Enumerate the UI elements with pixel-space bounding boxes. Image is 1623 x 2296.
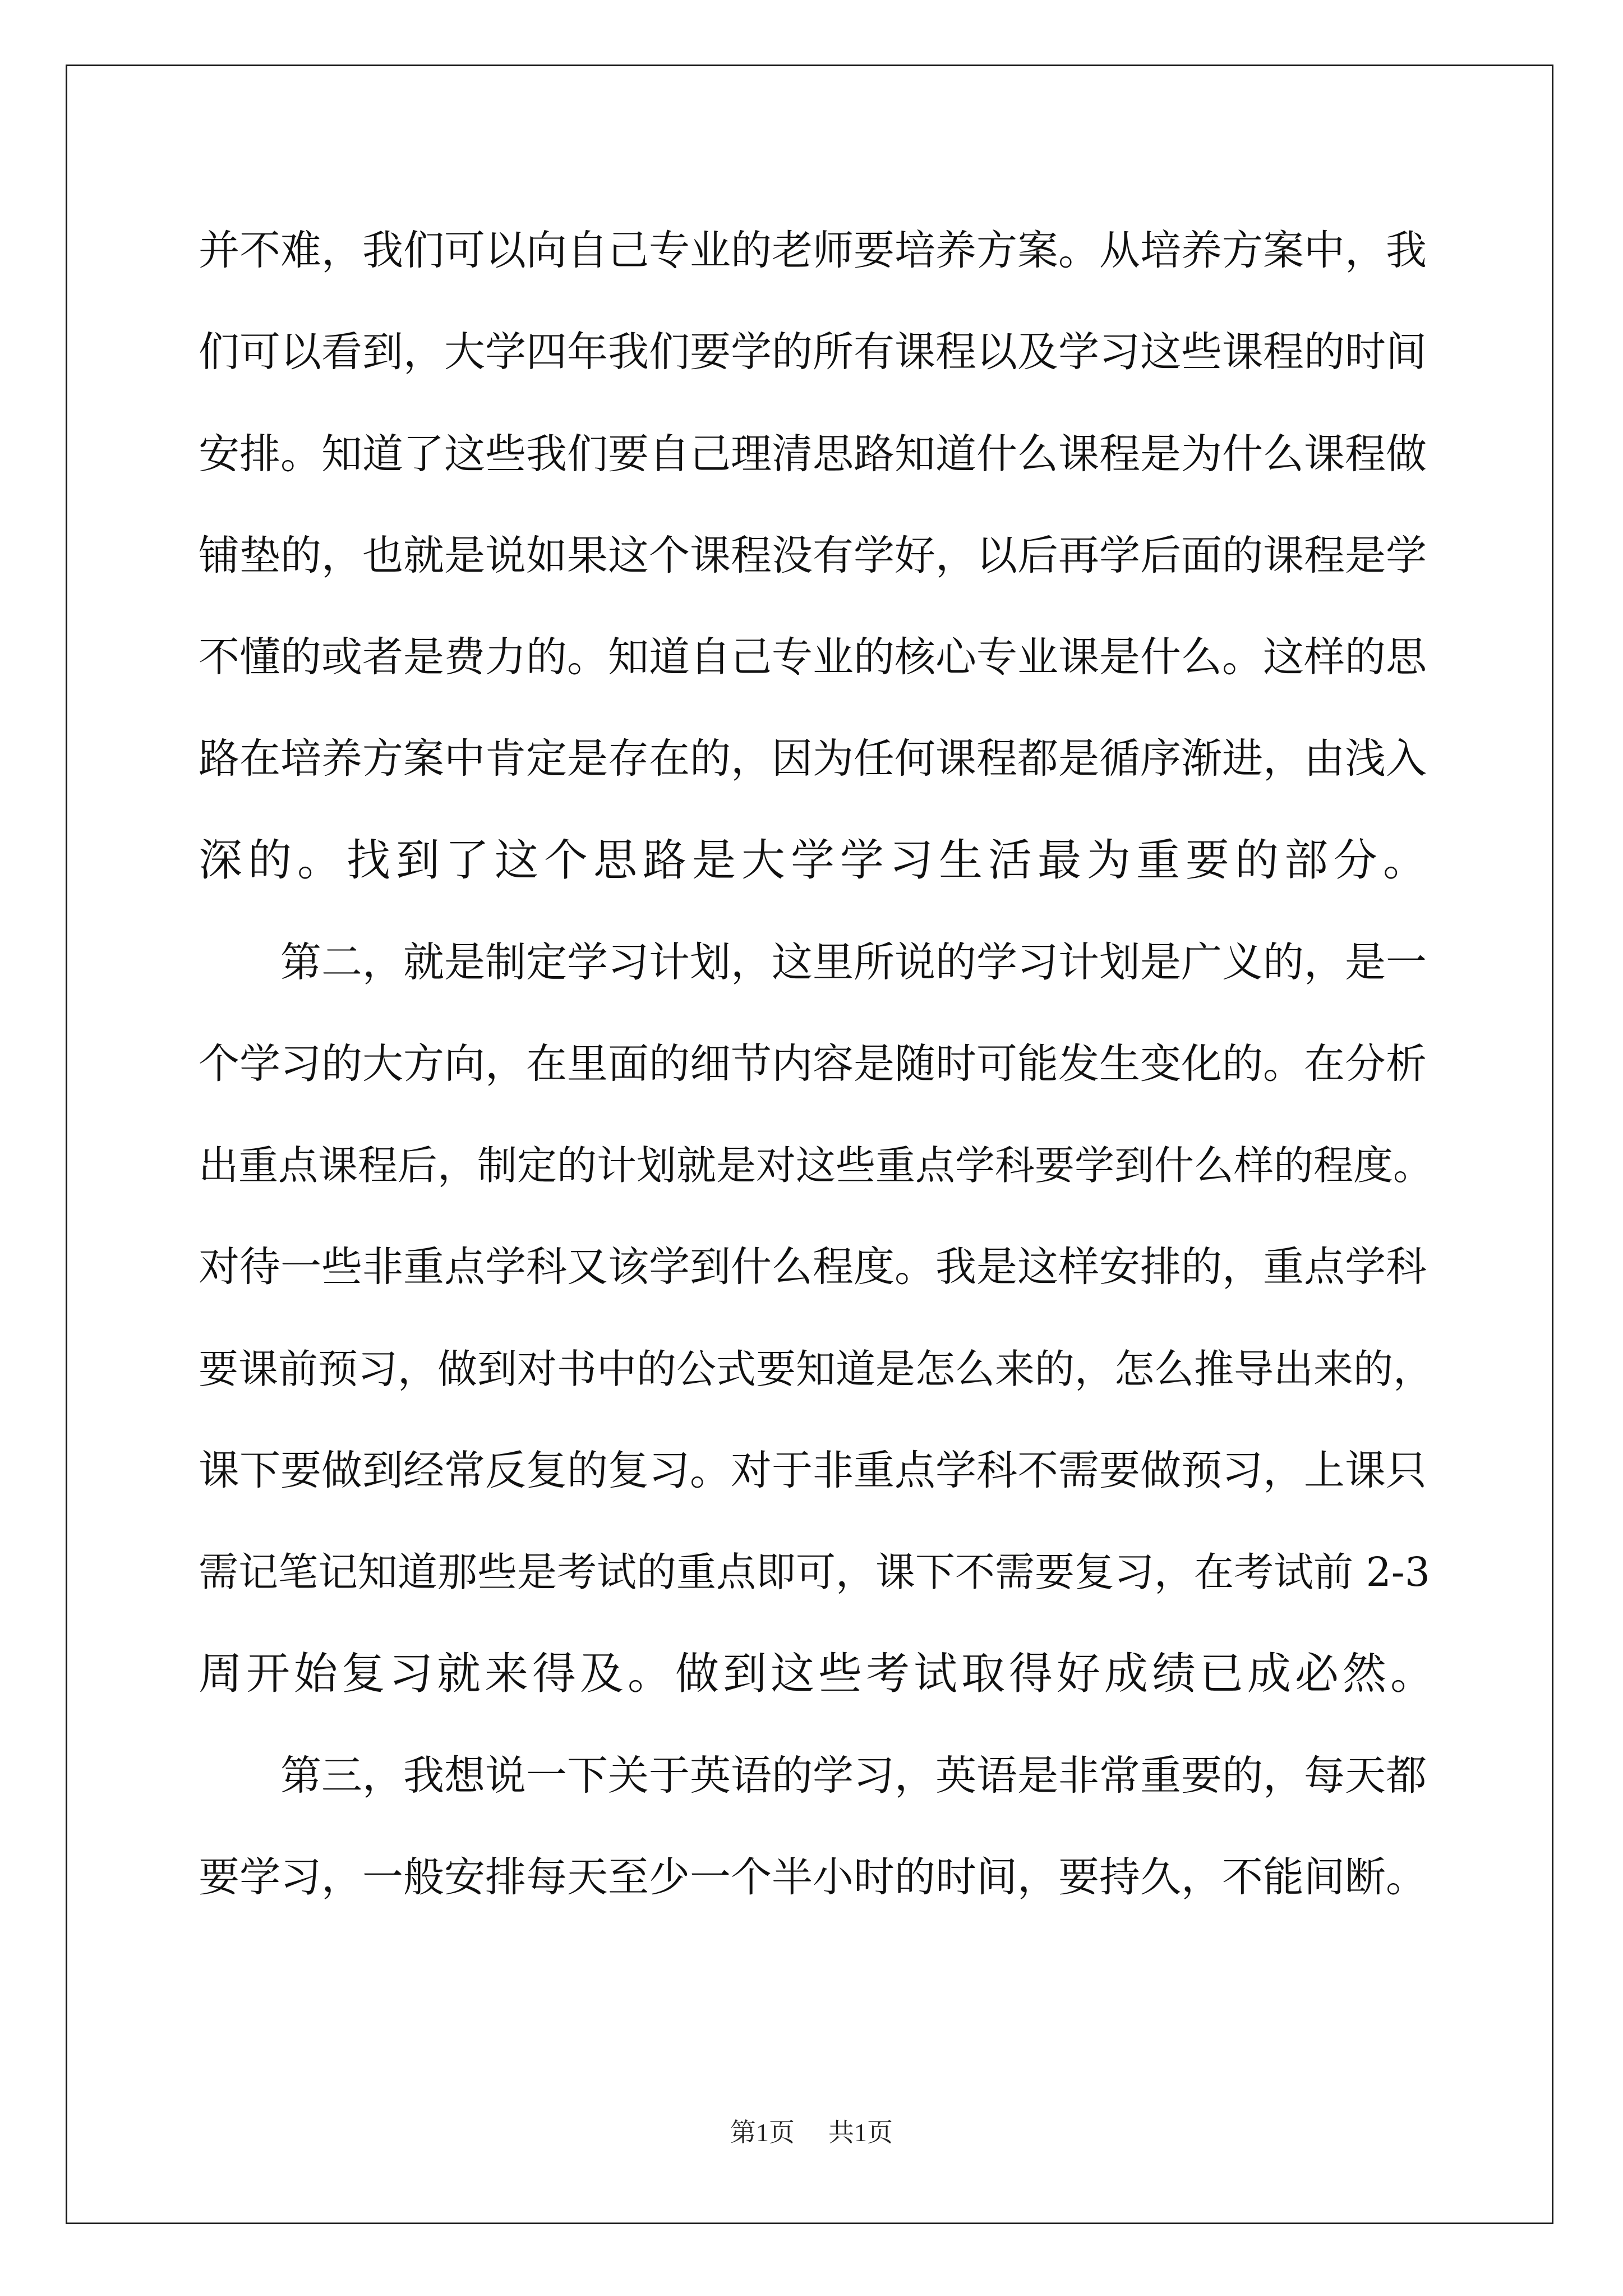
- paragraph-first-line: 第三，我想说一下关于英语的学习，英语是非常重要的，每天都: [280, 1752, 1427, 1800]
- text-line: 安排。知道了这些我们要自己理清思路知道什么课程是为什么课程做: [199, 430, 1427, 478]
- text-line: 路在培养方案中肯定是存在的，因为任何课程都是循序渐进，由浅入: [199, 735, 1427, 783]
- text-line: 对待一些非重点学科又该学到什么程度。我是这样安排的，重点学科: [199, 1243, 1427, 1291]
- text-line: 铺垫的，也就是说如果这个课程没有学好，以后再学后面的课程是学: [199, 532, 1427, 579]
- text-line: 深的。找到了这个思路是大学学习生活最为重要的部分。: [199, 835, 1433, 886]
- text-line: 课下要做到经常反复的复习。对于非重点学科不需要做预习，上课只: [199, 1447, 1427, 1494]
- page-number-current: 第1页: [730, 2118, 795, 2147]
- text-line: 需记笔记知道那些是考试的重点即可，课下不需要复习，在考试前 2-3: [199, 1549, 1430, 1595]
- text-line: 要学习，一般安排每天至少一个半小时的时间，要持久，不能间断。: [199, 1853, 1427, 1901]
- paragraph-first-line: 第二，就是制定学习计划，这里所说的学习计划是广义的，是一: [280, 938, 1427, 986]
- page-number-total: 共1页: [828, 2118, 893, 2147]
- text-line: 出重点课程后，制定的计划就是对这些重点学科要学到什么样的程度。: [199, 1142, 1433, 1189]
- text-line: 个学习的大方向，在里面的细节内容是随时可能发生变化的。在分析: [199, 1040, 1427, 1088]
- text-line: 不懂的或者是费力的。知道自己专业的核心专业课是什么。这样的思: [199, 633, 1427, 681]
- text-line: 们可以看到，大学四年我们要学的所有课程以及学习这些课程的时间: [199, 328, 1427, 376]
- page-footer: [0, 2116, 1623, 2150]
- text-line: 并不难，我们可以向自己专业的老师要培养方案。从培养方案中，我: [199, 227, 1427, 274]
- text-line: 要课前预习，做到对书中的公式要知道是怎么来的，怎么推导出来的，: [199, 1346, 1433, 1392]
- text-line: 周开始复习就来得及。做到这些考试取得好成绩已成必然。: [199, 1649, 1438, 1699]
